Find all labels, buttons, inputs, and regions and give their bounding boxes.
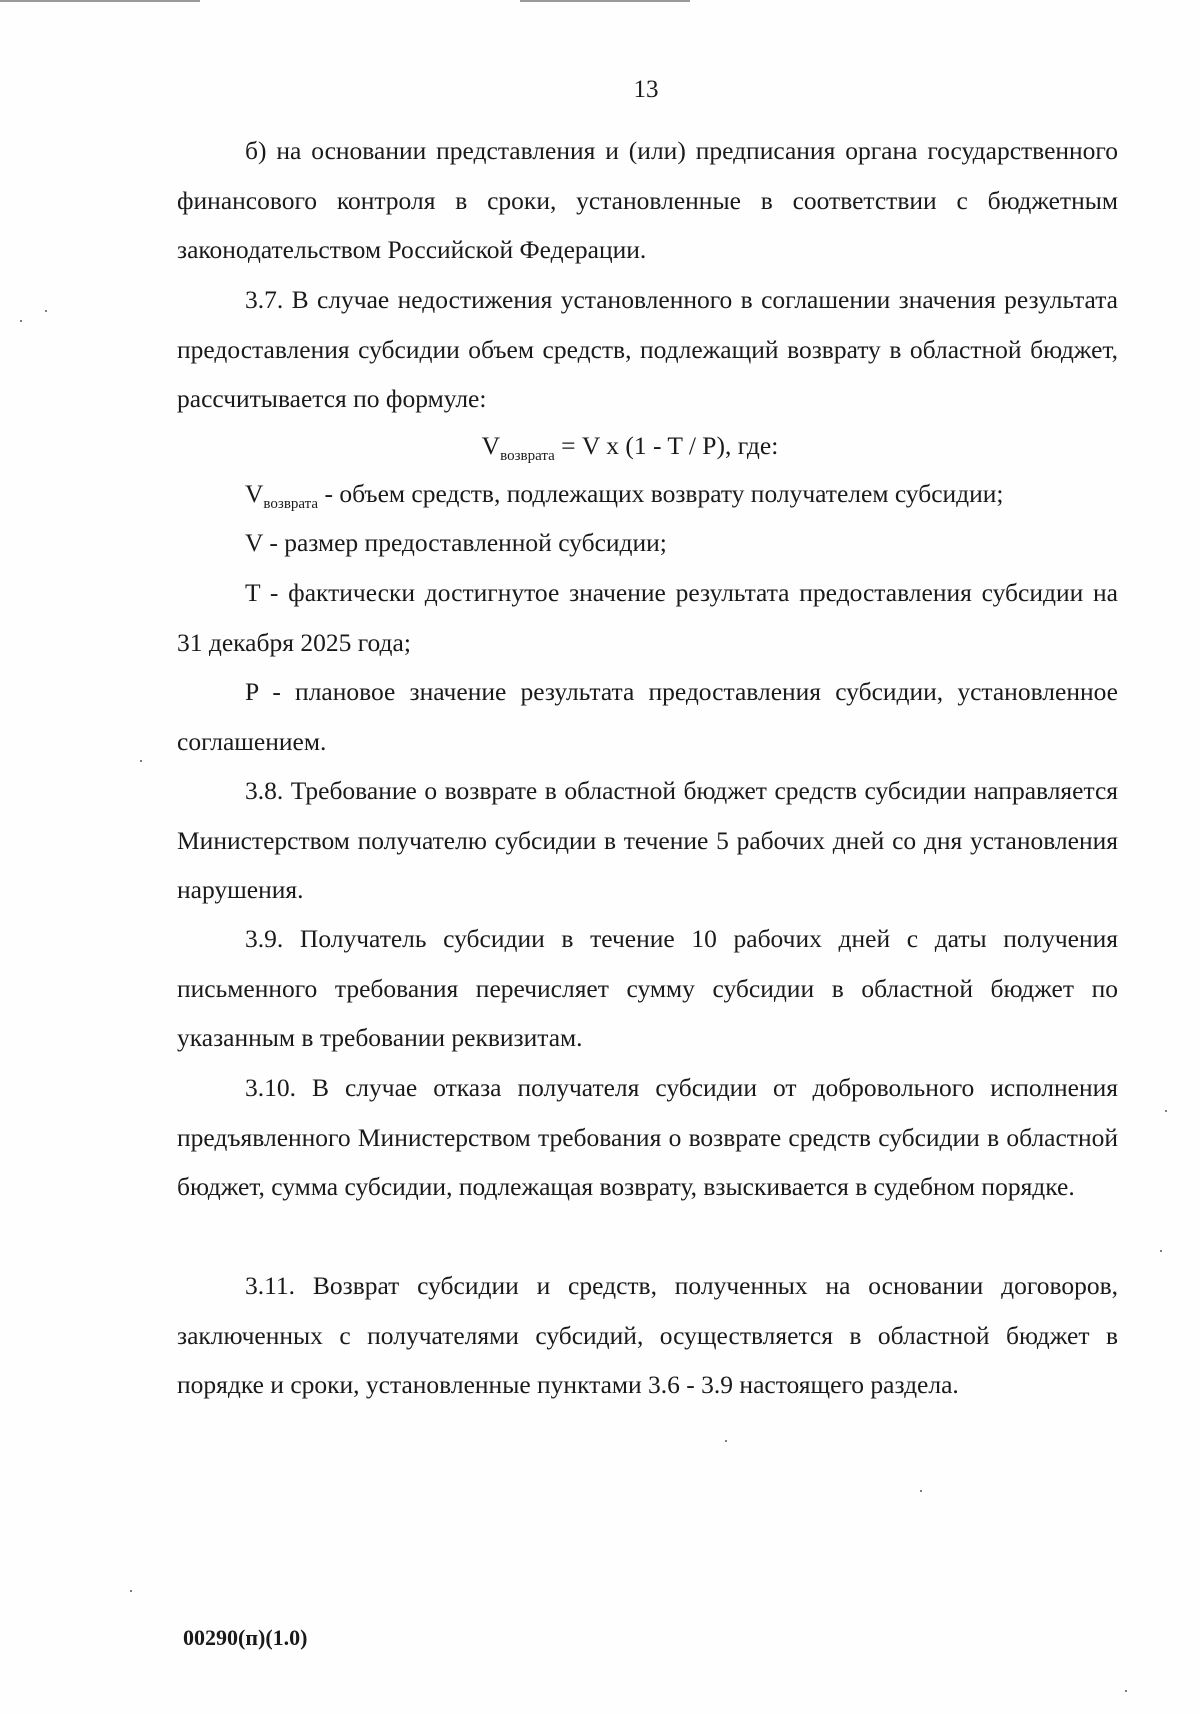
definition-t: T - фактически достигнутое значение результата предоставления субсидии на 31 декабря 2025 года; bbox=[177, 578, 1118, 657]
paragraph-3-11: 3.11. Возврат субсидии и средств, полученных на основании договоров, заключенных с получателями субсидий, осуществляется в областной бюджет в порядке и сроки, установленные пунктами 3.6 - 3.9 настоящего раздела. bbox=[177, 1271, 1118, 1399]
formula bbox=[0, 426, 1200, 476]
formula-expression: = V x (1 - T / P), где: bbox=[554, 431, 779, 460]
paragraph-3-10: 3.10. В случае отказа получателя субсидии от добровольного исполнения предъявленного Министерством требования о возврате средств субсидии в областной бюджет, сумма субсидии, подлежащая возврату, взыскивается в судебном порядке. bbox=[177, 1073, 1118, 1201]
scan-speck bbox=[920, 1490, 922, 1492]
paragraph-b: б) на основании представления и (или) предписания органа государственного финансового контроля в сроки, установленные в соответствии с бюджетным законодательством Российской Федерации. bbox=[177, 136, 1118, 264]
paragraph-3-8: 3.8. Требование о возврате в областной бюджет средств субсидии направляется Министерством получателю субсидии в течение 5 рабочих дней со дня установления нарушения. bbox=[177, 776, 1118, 904]
paragraph-3-7: 3.7. В случае недостижения установленного в соглашении значения результата предоставления субсидии объем средств, подлежащий возврату в областной бюджет, рассчитывается по формуле: bbox=[177, 285, 1118, 413]
scan-edge-mark bbox=[0, 0, 200, 2]
def-v-symbol: V bbox=[245, 479, 264, 508]
scan-speck bbox=[140, 760, 142, 762]
definition-p: P - плановое значение результата предоставления субсидии, установленное соглашением. bbox=[177, 677, 1118, 756]
formula-v-symbol: V bbox=[481, 431, 501, 460]
def-v-subscript: возврата bbox=[263, 496, 319, 512]
scan-speck bbox=[130, 1590, 132, 1592]
scan-speck bbox=[1160, 1250, 1162, 1252]
definition-v: V - размер предоставленной субсидии; bbox=[245, 528, 667, 557]
scan-speck bbox=[1165, 1110, 1167, 1112]
def-v-text: - объем средств, подлежащих возврату получателем субсидии; bbox=[318, 479, 1004, 508]
scan-speck bbox=[45, 310, 47, 312]
formula-v-subscript: возврата bbox=[500, 448, 555, 464]
paragraph-3-9: 3.9. Получатель субсидии в течение 10 рабочих дней с даты получения письменного требования перечисляет сумму субсидии в областной бюджет по указанным в требовании реквизитам. bbox=[177, 924, 1118, 1052]
scan-speck bbox=[725, 1440, 727, 1442]
scan-speck bbox=[1125, 1690, 1127, 1692]
definition-v-vozvrata bbox=[245, 474, 1004, 524]
document-code: 00290(п)(1.0) bbox=[183, 1625, 308, 1650]
scan-speck bbox=[20, 320, 22, 322]
scan-edge-mark bbox=[520, 0, 690, 2]
page-number: 13 bbox=[633, 76, 659, 103]
